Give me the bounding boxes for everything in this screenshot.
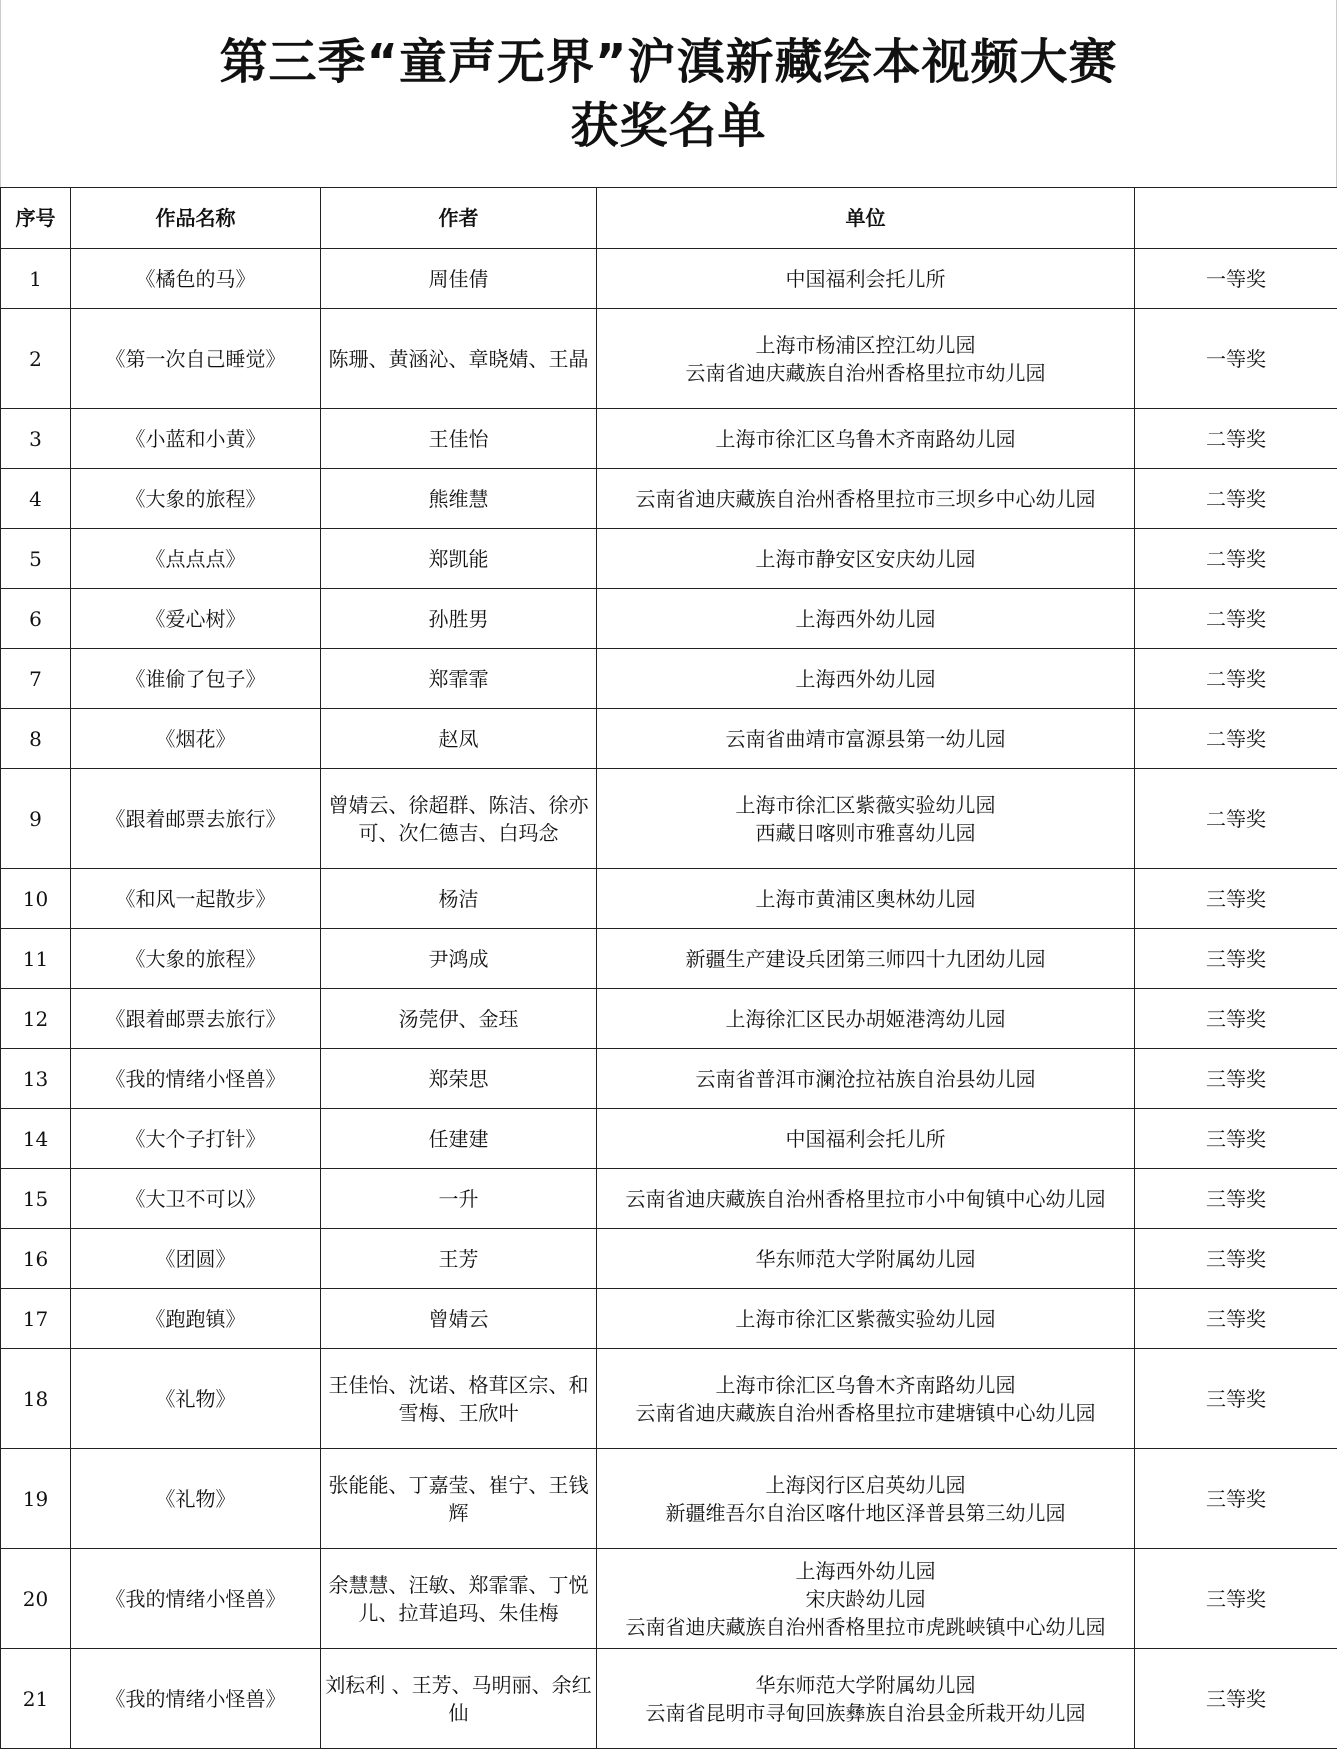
cell-author: 刘秐利 、王芳、马明丽、余红仙 xyxy=(321,1649,597,1749)
cell-author: 曾婧云 xyxy=(321,1289,597,1349)
table-row xyxy=(1,529,1337,589)
column-header-author: 作者 xyxy=(321,188,597,249)
cell-work-title: 《小蓝和小黄》 xyxy=(71,409,321,469)
cell-prize: 一等奖 xyxy=(1135,309,1337,409)
unit-line: 云南省迪庆藏族自治州香格里拉市三坝乡中心幼儿园 xyxy=(635,486,1096,511)
unit-line: 华东师范大学附属幼儿园 xyxy=(755,1246,976,1271)
unit-line: 中国福利会托儿所 xyxy=(785,1126,946,1151)
table-row xyxy=(1,589,1337,649)
unit-line: 新疆维吾尔自治区喀什地区泽普县第三幼儿园 xyxy=(665,1500,1066,1525)
cell-work-title: 《我的情绪小怪兽》 xyxy=(71,1649,321,1749)
cell-unit xyxy=(597,769,1135,869)
cell-work-title: 《我的情绪小怪兽》 xyxy=(71,1549,321,1649)
cell-no: 17 xyxy=(1,1289,71,1349)
cell-prize: 三等奖 xyxy=(1135,989,1337,1049)
cell-unit xyxy=(597,929,1135,989)
cell-unit xyxy=(597,529,1135,589)
cell-no: 6 xyxy=(1,589,71,649)
unit-line: 上海市静安区安庆幼儿园 xyxy=(755,546,976,571)
unit-line: 上海西外幼儿园 xyxy=(795,1558,936,1583)
cell-work-title: 《和风一起散步》 xyxy=(71,869,321,929)
cell-author: 孙胜男 xyxy=(321,589,597,649)
cell-unit xyxy=(597,649,1135,709)
cell-prize: 二等奖 xyxy=(1135,469,1337,529)
cell-unit xyxy=(597,1289,1135,1349)
table-row xyxy=(1,409,1337,469)
cell-author: 汤莞伊、金珏 xyxy=(321,989,597,1049)
unit-line: 上海西外幼儿园 xyxy=(795,666,936,691)
table-row xyxy=(1,309,1337,409)
cell-no: 10 xyxy=(1,869,71,929)
cell-work-title: 《跑跑镇》 xyxy=(71,1289,321,1349)
cell-unit xyxy=(597,1349,1135,1449)
unit-line: 云南省昆明市寻甸回族彝族自治县金所栽开幼儿园 xyxy=(645,1700,1086,1725)
cell-no: 18 xyxy=(1,1349,71,1449)
cell-prize: 二等奖 xyxy=(1135,649,1337,709)
cell-author: 王佳怡 xyxy=(321,409,597,469)
cell-prize: 三等奖 xyxy=(1135,1549,1337,1649)
table-row xyxy=(1,769,1337,869)
table-row xyxy=(1,1449,1337,1549)
cell-prize: 三等奖 xyxy=(1135,1449,1337,1549)
cell-unit xyxy=(597,869,1135,929)
cell-author: 郑凯能 xyxy=(321,529,597,589)
cell-author: 赵凤 xyxy=(321,709,597,769)
table-row xyxy=(1,469,1337,529)
cell-unit xyxy=(597,249,1135,309)
cell-work-title: 《团圆》 xyxy=(71,1229,321,1289)
cell-no: 15 xyxy=(1,1169,71,1229)
cell-prize: 三等奖 xyxy=(1135,1049,1337,1109)
cell-no: 7 xyxy=(1,649,71,709)
cell-work-title: 《我的情绪小怪兽》 xyxy=(71,1049,321,1109)
unit-line: 上海市徐汇区紫薇实验幼儿园 xyxy=(735,792,996,817)
cell-prize: 二等奖 xyxy=(1135,529,1337,589)
table-row xyxy=(1,1349,1337,1449)
awards-table-body xyxy=(1,249,1337,1749)
column-header-prize xyxy=(1135,188,1337,249)
cell-work-title: 《大卫不可以》 xyxy=(71,1169,321,1229)
unit-line: 上海闵行区启英幼儿园 xyxy=(765,1472,966,1497)
table-row xyxy=(1,1109,1337,1169)
table-row xyxy=(1,1649,1337,1749)
cell-no: 14 xyxy=(1,1109,71,1169)
unit-line: 华东师范大学附属幼儿园 xyxy=(755,1672,976,1697)
cell-prize: 三等奖 xyxy=(1135,869,1337,929)
cell-work-title: 《第一次自己睡觉》 xyxy=(71,309,321,409)
cell-work-title: 《点点点》 xyxy=(71,529,321,589)
cell-unit xyxy=(597,1049,1135,1109)
cell-unit xyxy=(597,989,1135,1049)
cell-author: 杨洁 xyxy=(321,869,597,929)
cell-unit xyxy=(597,589,1135,649)
cell-unit xyxy=(597,1109,1135,1169)
table-header-row xyxy=(1,188,1337,249)
unit-line: 云南省迪庆藏族自治州香格里拉市建塘镇中心幼儿园 xyxy=(635,1400,1096,1425)
cell-work-title: 《跟着邮票去旅行》 xyxy=(71,989,321,1049)
cell-work-title: 《大象的旅程》 xyxy=(71,469,321,529)
cell-author: 郑荣思 xyxy=(321,1049,597,1109)
unit-line: 宋庆龄幼儿园 xyxy=(805,1586,926,1611)
table-row xyxy=(1,1169,1337,1229)
cell-no: 12 xyxy=(1,989,71,1049)
cell-no: 5 xyxy=(1,529,71,589)
cell-unit xyxy=(597,309,1135,409)
cell-unit xyxy=(597,1169,1135,1229)
cell-author: 王佳怡、沈诺、格茸区宗、和雪梅、王欣叶 xyxy=(321,1349,597,1449)
unit-line: 上海市徐汇区紫薇实验幼儿园 xyxy=(735,1306,996,1331)
cell-author: 尹鸿成 xyxy=(321,929,597,989)
unit-line: 云南省迪庆藏族自治州香格里拉市小中甸镇中心幼儿园 xyxy=(625,1186,1106,1211)
cell-prize: 三等奖 xyxy=(1135,1349,1337,1449)
unit-line: 云南省曲靖市富源县第一幼儿园 xyxy=(725,726,1006,751)
unit-line: 上海市徐汇区乌鲁木齐南路幼儿园 xyxy=(715,1372,1016,1397)
table-row xyxy=(1,1549,1337,1649)
cell-prize: 二等奖 xyxy=(1135,409,1337,469)
column-header-work: 作品名称 xyxy=(71,188,321,249)
cell-no: 8 xyxy=(1,709,71,769)
table-row xyxy=(1,649,1337,709)
cell-prize: 二等奖 xyxy=(1135,769,1337,869)
cell-author: 王芳 xyxy=(321,1229,597,1289)
cell-author: 张能能、丁嘉莹、崔宁、王钱辉 xyxy=(321,1449,597,1549)
cell-author: 郑霏霏 xyxy=(321,649,597,709)
cell-prize: 三等奖 xyxy=(1135,929,1337,989)
unit-line: 云南省普洱市澜沧拉祜族自治县幼儿园 xyxy=(695,1066,1036,1091)
cell-author: 曾婧云、徐超群、陈洁、徐亦可、次仁德吉、白玛念 xyxy=(321,769,597,869)
cell-prize: 三等奖 xyxy=(1135,1289,1337,1349)
page-title: 第三季“童声无界”沪滇新藏绘本视频大赛 xyxy=(219,34,1118,90)
cell-author: 周佳倩 xyxy=(321,249,597,309)
cell-no: 19 xyxy=(1,1449,71,1549)
cell-work-title: 《礼物》 xyxy=(71,1349,321,1449)
cell-unit xyxy=(597,1449,1135,1549)
cell-unit xyxy=(597,1229,1135,1289)
unit-line: 中国福利会托儿所 xyxy=(785,266,946,291)
cell-author: 一升 xyxy=(321,1169,597,1229)
cell-no: 9 xyxy=(1,769,71,869)
table-row xyxy=(1,929,1337,989)
cell-no: 2 xyxy=(1,309,71,409)
cell-author: 熊维慧 xyxy=(321,469,597,529)
cell-work-title: 《烟花》 xyxy=(71,709,321,769)
cell-no: 1 xyxy=(1,249,71,309)
cell-no: 16 xyxy=(1,1229,71,1289)
column-header-no: 序号 xyxy=(1,188,71,249)
table-row xyxy=(1,1229,1337,1289)
cell-unit xyxy=(597,1549,1135,1649)
cell-prize: 三等奖 xyxy=(1135,1229,1337,1289)
cell-prize: 三等奖 xyxy=(1135,1649,1337,1749)
table-row xyxy=(1,869,1337,929)
awards-table xyxy=(0,187,1337,1749)
cell-no: 4 xyxy=(1,469,71,529)
cell-no: 11 xyxy=(1,929,71,989)
column-header-unit: 单位 xyxy=(597,188,1135,249)
unit-line: 上海市杨浦区控江幼儿园 xyxy=(755,332,976,357)
cell-no: 21 xyxy=(1,1649,71,1749)
cell-unit xyxy=(597,709,1135,769)
cell-author: 余慧慧、汪敏、郑霏霏、丁悦儿、拉茸追玛、朱佳梅 xyxy=(321,1549,597,1649)
cell-no: 3 xyxy=(1,409,71,469)
cell-no: 13 xyxy=(1,1049,71,1109)
unit-line: 上海市徐汇区乌鲁木齐南路幼儿园 xyxy=(715,426,1016,451)
table-row xyxy=(1,249,1337,309)
document-header xyxy=(0,0,1337,187)
unit-line: 上海徐汇区民办胡姬港湾幼儿园 xyxy=(725,1006,1006,1031)
unit-line: 云南省迪庆藏族自治州香格里拉市虎跳峡镇中心幼儿园 xyxy=(625,1614,1106,1639)
unit-line: 上海市黄浦区奥林幼儿园 xyxy=(755,886,976,911)
cell-unit xyxy=(597,469,1135,529)
cell-work-title: 《大象的旅程》 xyxy=(71,929,321,989)
table-row xyxy=(1,1049,1337,1109)
page-subtitle: 获奖名单 xyxy=(570,98,767,154)
cell-prize: 三等奖 xyxy=(1135,1169,1337,1229)
cell-unit xyxy=(597,1649,1135,1749)
cell-work-title: 《跟着邮票去旅行》 xyxy=(71,769,321,869)
cell-prize: 二等奖 xyxy=(1135,589,1337,649)
cell-author: 任建建 xyxy=(321,1109,597,1169)
unit-line: 上海西外幼儿园 xyxy=(795,606,936,631)
cell-work-title: 《谁偷了包子》 xyxy=(71,649,321,709)
cell-author: 陈珊、黄涵沁、章晓婧、王晶 xyxy=(321,309,597,409)
cell-work-title: 《橘色的马》 xyxy=(71,249,321,309)
unit-line: 西藏日喀则市雅喜幼儿园 xyxy=(755,820,976,845)
cell-prize: 二等奖 xyxy=(1135,709,1337,769)
cell-no: 20 xyxy=(1,1549,71,1649)
table-row xyxy=(1,989,1337,1049)
cell-unit xyxy=(597,409,1135,469)
unit-line: 云南省迪庆藏族自治州香格里拉市幼儿园 xyxy=(685,360,1046,385)
cell-work-title: 《礼物》 xyxy=(71,1449,321,1549)
unit-line: 新疆生产建设兵团第三师四十九团幼儿园 xyxy=(685,946,1046,971)
table-row xyxy=(1,709,1337,769)
cell-prize: 一等奖 xyxy=(1135,249,1337,309)
cell-work-title: 《大个子打针》 xyxy=(71,1109,321,1169)
cell-work-title: 《爱心树》 xyxy=(71,589,321,649)
table-row xyxy=(1,1289,1337,1349)
cell-prize: 三等奖 xyxy=(1135,1109,1337,1169)
